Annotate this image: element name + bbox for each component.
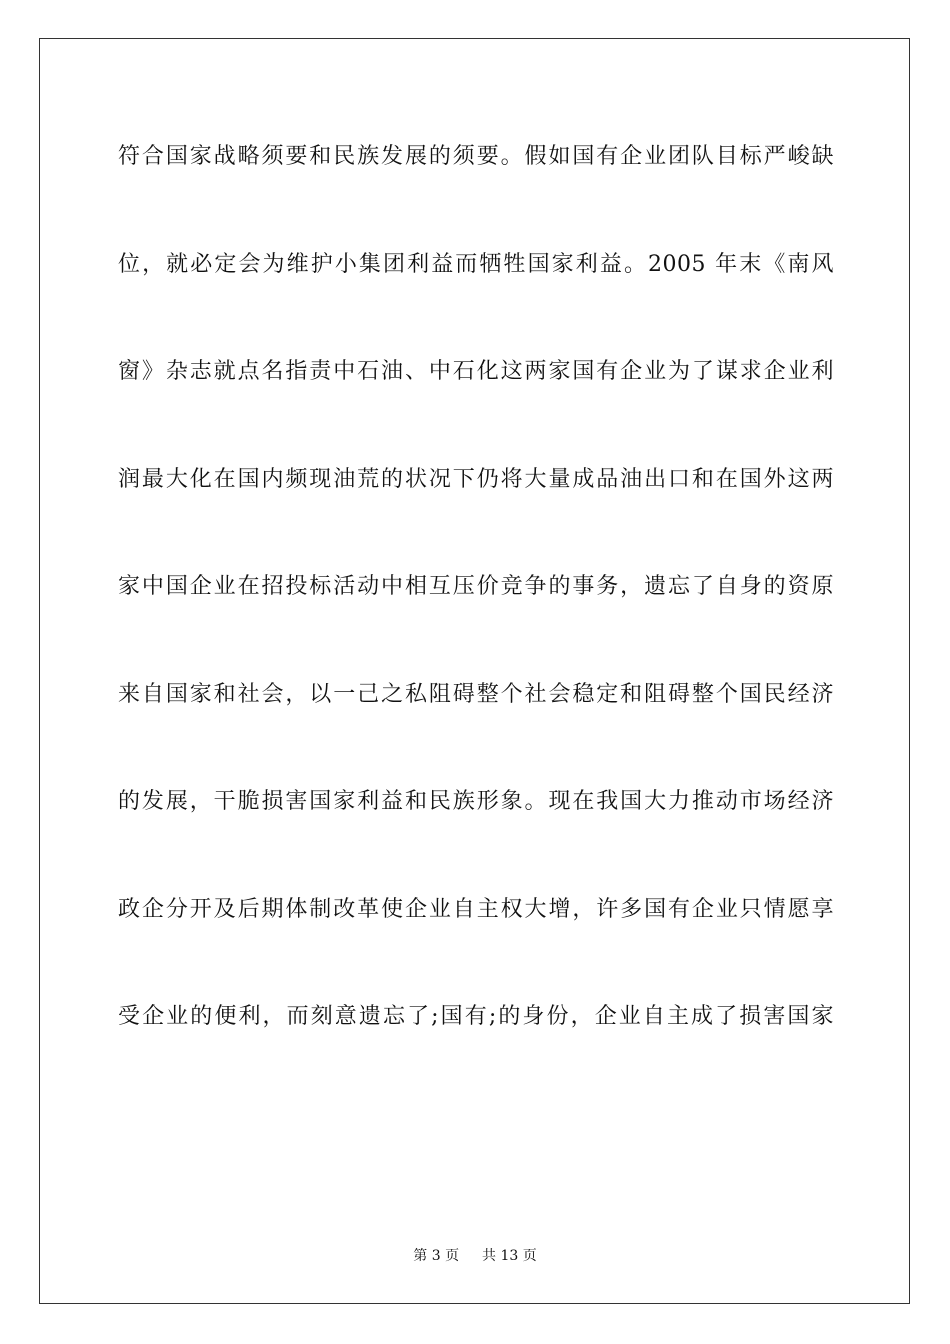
document-body <box>118 128 834 1096</box>
page-footer <box>0 1245 950 1265</box>
text-line: 受企业的便利，而刻意遗忘了;国有;的身份，企业自主成了损害国家 <box>118 1004 834 1029</box>
text-line: 政企分开及后期体制改革使企业自主权大增，许多国有企业只情愿享 <box>118 896 834 922</box>
page-number: 第 3 页 <box>413 1248 460 1264</box>
text-line: 窗》杂志就点名指责中石油、中石化这两家国有企业为了谋求企业利 <box>118 359 834 384</box>
text-line: 的发展，干脆损害国家利益和民族形象。现在我国大力推动市场经济 <box>118 789 834 814</box>
text-line: 符合国家战略须要和民族发展的须要。假如国有企业团队目标严峻缺 <box>118 144 834 169</box>
page-total: 共 13 页 <box>482 1248 537 1264</box>
text-line: 位，就必定会为维护小集团利益而牺牲国家利益。2005 年末《南风 <box>118 251 834 277</box>
text-line: 来自国家和社会，以一己之私阻碍整个社会稳定和阻碍整个国民经济 <box>118 681 834 707</box>
text-line: 润最大化在国内频现油荒的状况下仍将大量成品油出口和在国外这两 <box>118 466 834 492</box>
text-line: 家中国企业在招投标活动中相互压价竞争的事务，遗忘了自身的资原 <box>118 574 834 599</box>
